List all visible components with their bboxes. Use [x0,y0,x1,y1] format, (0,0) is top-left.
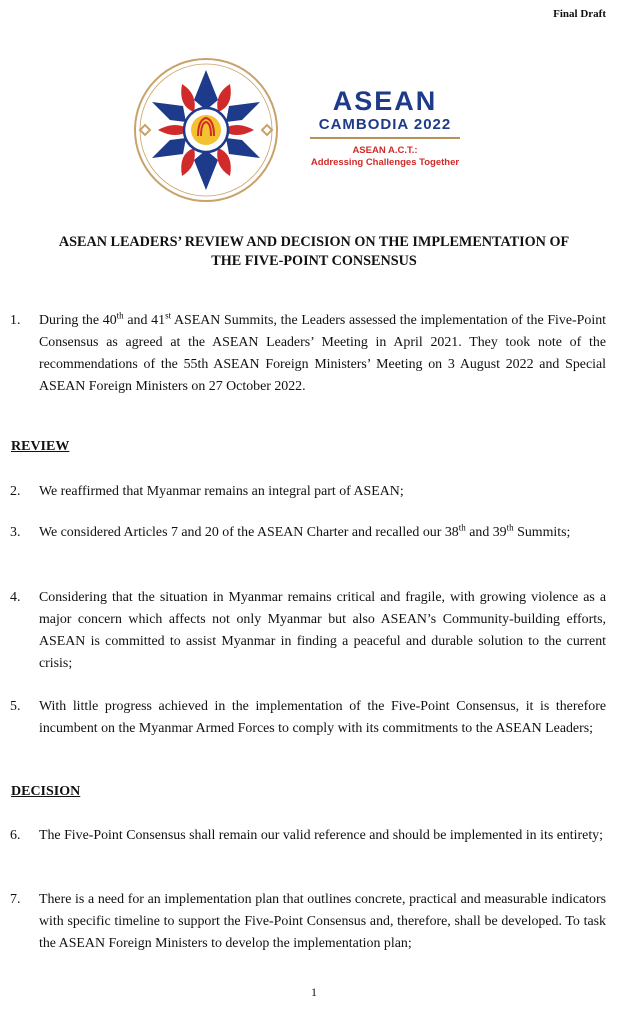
paragraph-text: We reaffirmed that Myanmar remains an integral part of ASEAN; [39,484,404,499]
page-number: 1 [311,985,317,999]
paragraph-number: 4. [10,590,21,605]
logo-country-text: CAMBODIA 2022 [318,116,452,133]
paragraph-4 [10,587,606,675]
paragraph-text: There is a need for an implementation plan that outlines concrete, practical and measurable indicators with specific timeline to support the Five-Point Consensus and, therefore, shall be developed. To task the ASEAN Foreign Ministers to develop the implementation plan; [39,892,606,951]
logo-theme-line2: Addressing Challenges Together [310,157,460,168]
paragraph-number: 2. [10,484,21,499]
paragraph-text: During the 40th and 41st ASEAN Summits, the Leaders assessed the implementation of the Five-Point Consensus as agreed at the ASEAN Leaders’ Meeting in April 2021. They took note of the recommendations of the 55th ASEAN Foreign Ministers’ Meeting on 3 August 2022 and Special ASEAN Foreign Ministers on 27 October 2022. [39,310,606,394]
paragraph-6 [10,825,606,847]
title-line-2: THE FIVE-POINT CONSENSUS [211,253,417,269]
paragraph-text: With little progress achieved in the implementation of the Five-Point Consensus, it is therefore incumbent on the Myanmar Armed Forces to comply with its commitments to the ASEAN Leaders; [39,699,606,736]
section-heading-decision: DECISION [11,784,81,799]
paragraph-2 [10,481,606,503]
logo-asean-text: ASEAN [332,86,438,116]
logo-theme-line1: ASEAN A.C.T.: [352,145,418,156]
paragraph-number: 5. [10,699,21,714]
document-title [0,233,628,271]
paragraph-text: The Five-Point Consensus shall remain our valid reference and should be implemented in its entirety; [39,828,603,843]
asean-cambodia-emblem-icon [132,56,280,204]
paragraph-1 [10,310,606,398]
paragraph-3 [10,522,606,544]
paragraph-text: Considering that the situation in Myanmar remains critical and fragile, with growing violence as a major concern which affects not only Myanmar but also ASEAN’s Community-building efforts, ASEAN is committed to assist Myanmar in finding a peaceful and durable solution to the current crisis; [39,590,606,671]
paragraph-number: 6. [10,828,21,843]
paragraph-7 [10,889,606,955]
paragraph-number: 3. [10,525,21,540]
draft-label: Final Draft [553,8,606,20]
paragraph-number: 7. [10,892,21,907]
section-heading-review: REVIEW [11,439,70,454]
logo-divider [310,137,460,139]
paragraph-number: 1. [10,313,21,328]
title-line-1: ASEAN LEADERS’ REVIEW AND DECISION ON THE IMPLEMENTATION OF [58,234,570,250]
logo-wordmark [300,86,470,169]
paragraph-5 [10,696,606,740]
paragraph-text: We considered Articles 7 and 20 of the ASEAN Charter and recalled our 38th and 39th Summits; [39,522,571,540]
